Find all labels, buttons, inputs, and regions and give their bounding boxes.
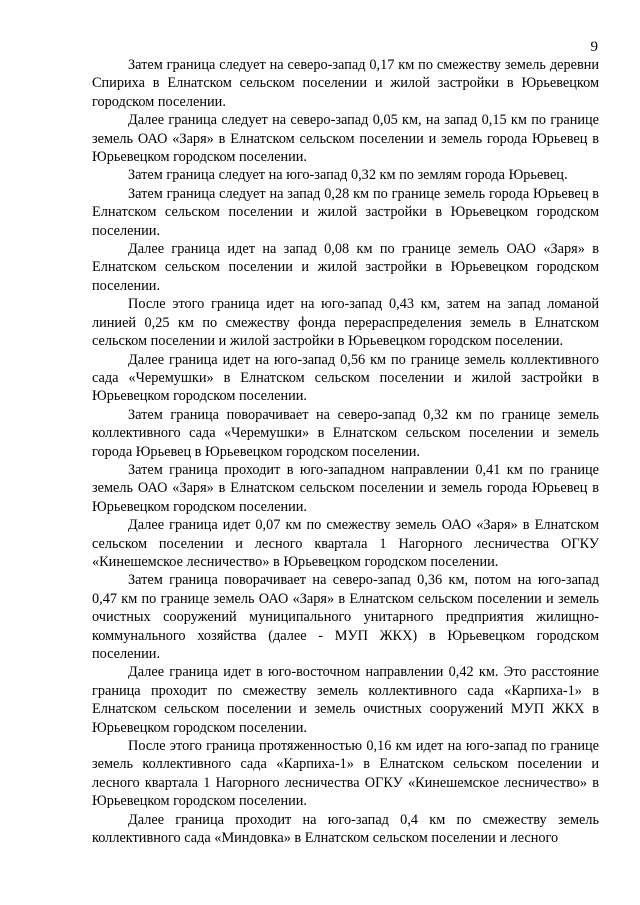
paragraph: Затем граница поворачивает на северо-запад 0,32 км по границе земель коллективного сада «Черемушки» в Елнатском сельском поселении и земель города Юрьевец в Юрьевецком городском поселении. [92, 406, 599, 460]
paragraph: Затем граница поворачивает на северо-запад 0,36 км, потом на юго-запад 0,47 км по границе земель ОАО «Заря» в Елнатском сельском поселении и земель очистных сооружений муниципального унитарного предприятия жилищно-коммунального хозяйства (далее - МУП ЖКХ) в Юрьевецком городском поселении. [92, 572, 599, 662]
paragraph: Затем граница проходит в юго-западном направлении 0,41 км по границе земель ОАО «Заря» в Елнатском сельском поселении и земель города Юрьевец в Юрьевецком городском поселении. [92, 461, 599, 515]
paragraph: Затем граница следует на северо-запад 0,17 км по смежеству земель деревни Спириха в Елнатском сельском поселении и жилой застройки в Юрьевецком городском поселении. [92, 57, 599, 110]
paragraph: Далее граница идет на юго-запад 0,56 км по границе земель коллективного сада «Черемушки» в Елнатском сельском поселении и жилой застройки в Юрьевецком городском поселении. [92, 351, 599, 405]
paragraph: Затем граница следует на юго-запад 0,32 км по землям города Юрьевец. [128, 167, 568, 184]
paragraph: Далее граница проходит на юго-запад 0,4 км по смежеству земель коллективного сада «Миндовка» в Елнатском сельском поселении и лесного [92, 811, 599, 847]
paragraph: После этого граница идет на юго-запад 0,43 км, затем на запад ломаной линией 0,25 км по смежеству фонда перераспределения земель в Елнатском сельском поселении и жилой застройки в Юрьевецком городском поселении. [92, 296, 599, 350]
paragraph: Далее граница идет в юго-восточном направлении 0,42 км. Это расстояние граница проходит по смежеству земель коллективного сада «Карпиха-1» в Елнатском сельском поселении и земель очистных сооружений МУП ЖКХ в Юрьевецком городском поселении. [92, 664, 599, 736]
paragraph: После этого граница протяженностью 0,16 км идет на юго-запад по границе земель коллективного сада «Карпиха-1» в Елнатском сельском поселении и лесного квартала 1 Нагорного лесничества ОГКУ «Кинешемское лесничество» в Юрьевецком городском поселении. [92, 738, 599, 810]
paragraph: Далее граница следует на северо-запад 0,05 км, на запад 0,15 км по границе земель ОАО «Заря» в Елнатском сельском поселении и земель города Юрьевец в Юрьевецком городском поселении. [92, 112, 599, 166]
page-number: 9 [590, 39, 598, 55]
paragraph: Далее граница идет на запад 0,08 км по границе земель ОАО «Заря» в Елнатском сельском поселении и жилой застройки в Юрьевецком городском поселении. [92, 241, 599, 294]
document-body [92, 56, 599, 847]
paragraph: Далее граница идет 0,07 км по смежеству земель ОАО «Заря» в Елнатском сельском поселении и лесного квартала 1 Нагорного лесничества ОГКУ «Кинешемское лесничество» в Юрьевецком городском поселении. [92, 517, 599, 570]
paragraph: Затем граница следует на запад 0,28 км по границе земель города Юрьевец в Елнатском сельском поселении и жилой застройки в Юрьевецком городском поселении. [92, 185, 599, 239]
